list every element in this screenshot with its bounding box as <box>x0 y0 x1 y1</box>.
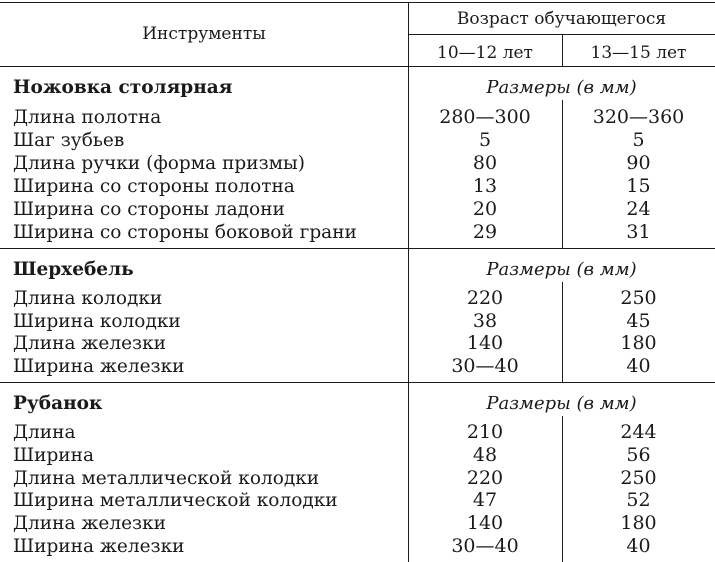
row-value-13-15: 5 <box>632 129 645 151</box>
row-value-10-12: 13 <box>472 175 498 197</box>
row-value-13-15: 45 <box>626 310 651 332</box>
section-divider-2 <box>0 382 715 383</box>
row-value-13-15: 15 <box>626 175 651 197</box>
row-value-10-12: 280—300 <box>439 106 531 128</box>
row-label: Длина колодки <box>13 288 163 309</box>
section-unit-saw: Размеры (в мм) <box>486 77 637 98</box>
table-top-rule <box>0 2 715 3</box>
row-value-10-12: 47 <box>472 489 498 511</box>
age-header: Возраст обучающегося <box>456 9 667 29</box>
row-label: Длина ручки (форма призмы) <box>13 153 305 174</box>
age-group-10-12: 10—12 лет <box>437 43 533 63</box>
section-unit-jack-plane: Размеры (в мм) <box>486 259 637 280</box>
row-value-10-12: 5 <box>478 129 492 151</box>
row-value-13-15: 90 <box>626 152 651 174</box>
row-value-13-15: 250 <box>620 287 657 309</box>
row-value-13-15: 40 <box>626 535 651 557</box>
row-label: Длина <box>13 422 76 443</box>
row-value-10-12: 210 <box>466 421 504 443</box>
row-label: Ширина железки <box>13 356 185 377</box>
row-label: Ширина металлической колодки <box>13 490 338 511</box>
row-value-10-12: 140 <box>466 332 504 354</box>
section-divider-1 <box>0 248 715 249</box>
row-value-13-15: 52 <box>626 489 651 511</box>
row-label: Длина железки <box>13 513 167 534</box>
row-value-13-15: 40 <box>626 355 651 377</box>
row-label: Ширина со стороны полотна <box>13 176 295 197</box>
row-value-13-15: 320—360 <box>592 106 685 128</box>
row-value-13-15: 244 <box>620 421 657 443</box>
section-title-saw: Ножовка столярная <box>13 77 233 98</box>
row-value-10-12: 30—40 <box>451 535 519 557</box>
row-value-13-15: 180 <box>620 512 657 534</box>
row-value-10-12: 220 <box>466 287 504 309</box>
row-value-10-12: 29 <box>472 221 498 243</box>
instruments-header: Инструменты <box>142 24 266 44</box>
row-value-10-12: 48 <box>472 444 498 466</box>
row-label: Ширина колодки <box>13 311 181 332</box>
section-title-jack-plane: Шерхебель <box>13 259 134 280</box>
row-label: Длина полотна <box>13 107 162 128</box>
section-title-smoothing-plane: Рубанок <box>13 393 103 414</box>
row-label: Шаг зубьев <box>13 130 125 151</box>
row-value-10-12: 20 <box>472 198 498 220</box>
row-label: Ширина <box>13 445 94 466</box>
row-value-13-15: 31 <box>626 221 651 243</box>
row-label: Ширина со стороны ладони <box>13 199 285 220</box>
age-group-13-15: 13—15 лет <box>590 43 687 63</box>
section-unit-smoothing-plane: Размеры (в мм) <box>486 393 637 414</box>
row-value-10-12: 140 <box>466 512 504 534</box>
row-value-13-15: 56 <box>626 444 651 466</box>
row-value-13-15: 250 <box>620 467 657 489</box>
row-label: Длина железки <box>13 333 167 354</box>
row-value-10-12: 30—40 <box>451 355 519 377</box>
row-value-13-15: 24 <box>626 198 651 220</box>
row-label: Длина металлической колодки <box>13 468 320 489</box>
row-value-10-12: 38 <box>472 310 498 332</box>
row-label: Ширина со стороны боковой грани <box>13 222 357 243</box>
row-label: Ширина железки <box>13 536 185 557</box>
row-value-13-15: 180 <box>620 332 657 354</box>
row-value-10-12: 220 <box>466 467 504 489</box>
header-bottom-rule <box>0 66 715 67</box>
row-value-10-12: 80 <box>472 152 498 174</box>
